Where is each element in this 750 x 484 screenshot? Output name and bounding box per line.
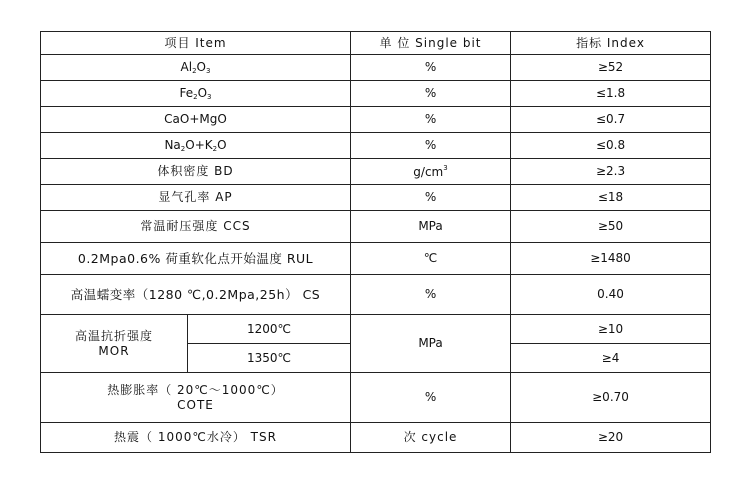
item-tsr: 热震（ 1000℃水冷） TSR [41, 423, 351, 453]
index-cell: ≥1480 [511, 243, 711, 275]
item-cs: 高温蠕变率（1280 ℃,0.2Mpa,25h） CS [41, 275, 351, 315]
unit-cell: % [351, 185, 511, 211]
index-cell: ≥10 [511, 315, 711, 344]
table-row [41, 159, 711, 185]
header-index: 指标 Index [511, 32, 711, 55]
unit-cell: 次 cycle [351, 423, 511, 453]
spec-table [40, 31, 711, 453]
unit-cell: % [351, 373, 511, 423]
item-fe2o3: $Fe_2O_3$ [41, 81, 351, 107]
unit-cell: ℃ [351, 243, 511, 275]
header-item: 项目 Item [41, 32, 351, 55]
item-bd: 体积密度 BD [41, 159, 351, 185]
unit-cell: MPa [351, 211, 511, 243]
unit-cell: % [351, 107, 511, 133]
unit-cell: MPa [351, 315, 511, 373]
table-row [41, 373, 711, 423]
item-ccs: 常温耐压强度 CCS [41, 211, 351, 243]
table-row [41, 243, 711, 275]
mor-temp-cell: 1350℃ [188, 344, 351, 373]
unit-cell: $g/cm^3$ [351, 159, 511, 185]
table-row [41, 133, 711, 159]
table-row [41, 423, 711, 453]
index-cell: ≤0.7 [511, 107, 711, 133]
index-cell: ≤0.8 [511, 133, 711, 159]
index-cell: ≥20 [511, 423, 711, 453]
table-row [41, 275, 711, 315]
item-mor: 高温抗折强度 MOR [41, 315, 188, 373]
item-ap: 显气孔率 AP [41, 185, 351, 211]
item-na2o-k2o: $Na_2O+K_2O$ [41, 133, 351, 159]
item-cote: 热膨胀率（ 20℃～1000℃） COTE [41, 373, 351, 423]
index-cell: ≤18 [511, 185, 711, 211]
index-cell: ≥50 [511, 211, 711, 243]
table-row [41, 81, 711, 107]
index-cell: ≥2.3 [511, 159, 711, 185]
table-row [41, 211, 711, 243]
unit-cell: % [351, 275, 511, 315]
item-rul: 0.2Mpa0.6% 荷重软化点开始温度 RUL [41, 243, 351, 275]
index-cell: ≤1.8 [511, 81, 711, 107]
unit-cell: % [351, 81, 511, 107]
index-cell: 0.40 [511, 275, 711, 315]
header-row [41, 32, 711, 55]
mor-temp-cell: 1200℃ [188, 315, 351, 344]
index-cell: ≥4 [511, 344, 711, 373]
item-cao-mgo: CaO+MgO [41, 107, 351, 133]
table-row [41, 315, 711, 344]
index-cell: ≥0.70 [511, 373, 711, 423]
unit-cell: % [351, 133, 511, 159]
index-cell: ≥52 [511, 55, 711, 81]
item-al2o3: $Al_2O_3$ [41, 55, 351, 81]
table-row [41, 55, 711, 81]
header-unit: 单 位 Single bit [351, 32, 511, 55]
table-row [41, 107, 711, 133]
table-row [41, 185, 711, 211]
unit-cell: % [351, 55, 511, 81]
